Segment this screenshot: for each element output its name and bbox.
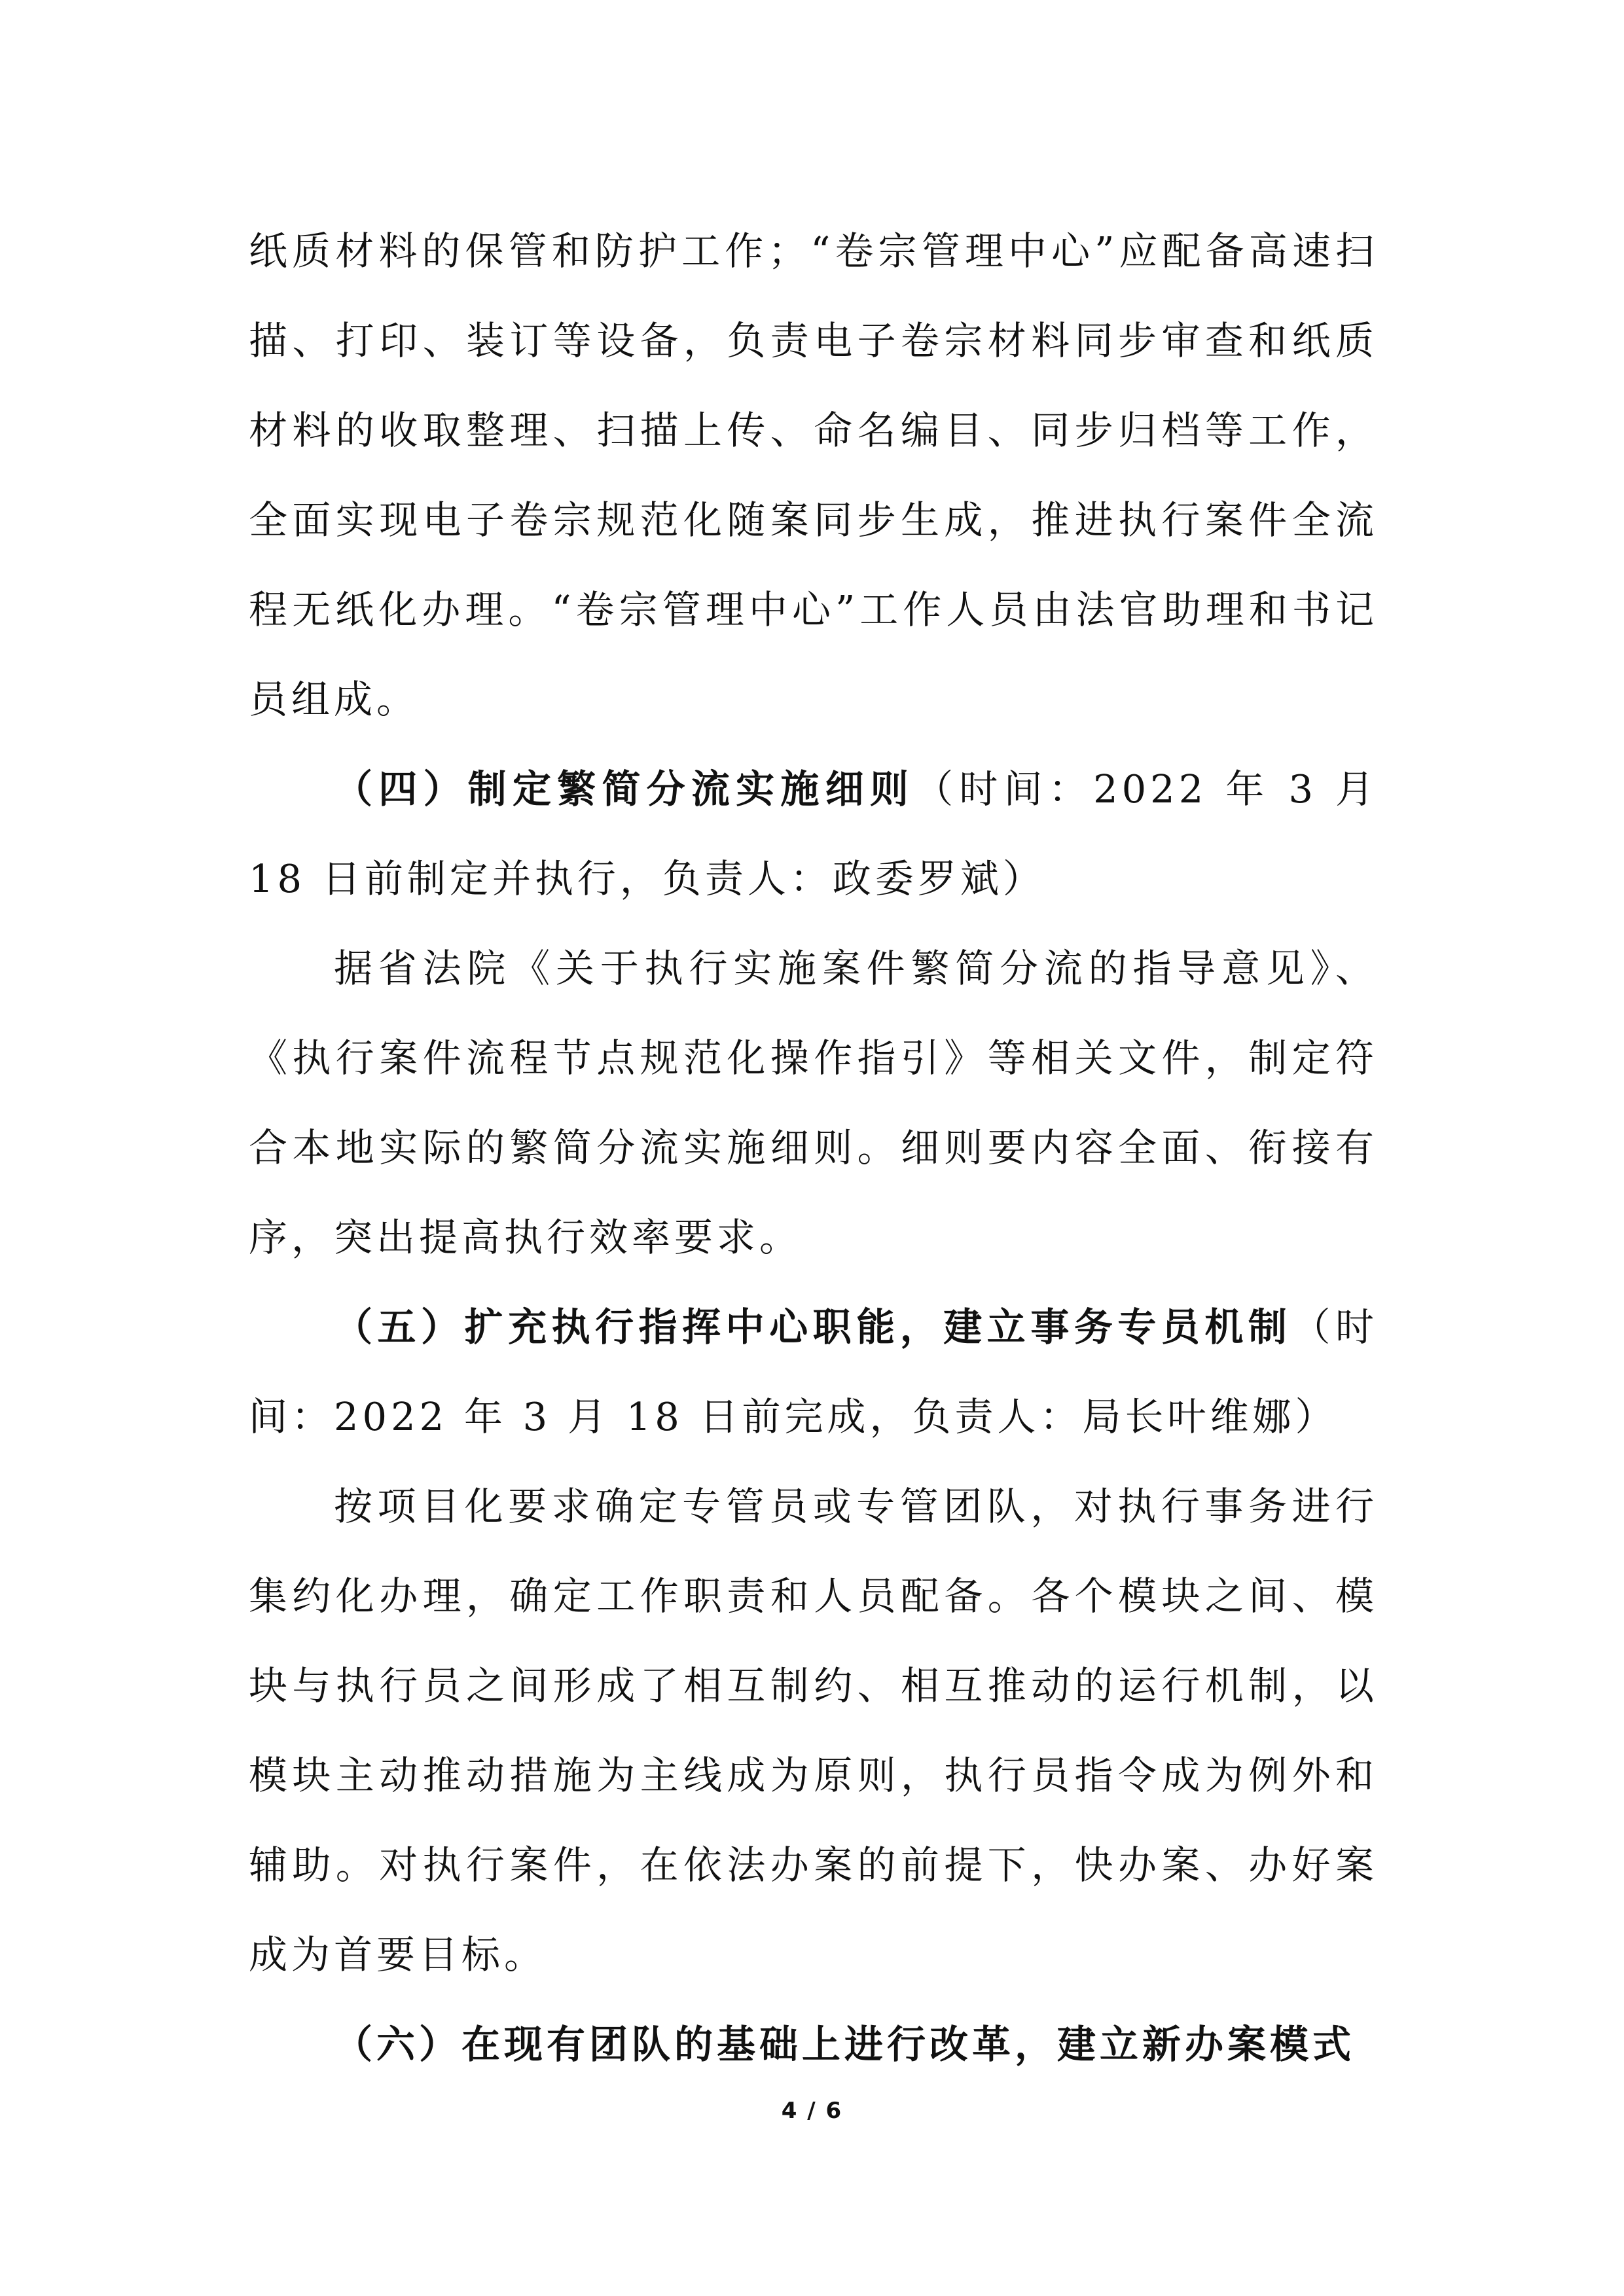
document-body [249,206,1378,2089]
paragraph-text: 纸质材料的保管和防护工作；“卷宗管理中心”应配备高速扫描、打印、装订等设备，负责电子卷宗材料同步审查和纸质材料的收取整理、扫描上传、命名编目、同步归档等工作，全面实现电子卷宗规范化随案同步生成，推进执行案件全流程无纸化办理。“卷宗管理中心”工作人员由法官助理和书记员组成。 [249,228,1378,722]
section-heading-note: （时间：2022 年 3 月 18 日前制定并执行，负责人：政委罗斌） [249,766,1378,901]
page-number: 4 / 6 [781,2098,843,2124]
section-heading-title: （四）制定繁简分流实施细则 [334,766,915,812]
section-heading-6 [249,2000,1378,2089]
section-heading-note: （时间：2022 年 3 月 18 日前完成，负责人：局长叶维娜） [249,1304,1378,1439]
section-heading-5 [249,1282,1378,1462]
paragraph-text: 按项目化要求确定专管员或专管团队，对执行事务进行集约化办理，确定工作职责和人员配备。各个模块之间、模块与执行员之间形成了相互制约、相互推动的运行机制，以模块主动推动措施为主线成为原则，执行员指令成为例外和辅助。对执行案件，在依法办案的前提下，快办案、办好案成为首要目标。 [249,1484,1378,1977]
paragraph-project-management [249,1462,1378,2000]
section-heading-4 [249,744,1378,924]
paragraph-implementation-rules [249,924,1378,1282]
section-heading-title: （六）在现有团队的基础上进行改革，建立新办案模式 [334,2022,1356,2067]
paragraph-continued-archive-center [249,206,1378,744]
paragraph-text: 据省法院《关于执行实施案件繁简分流的指导意见》、《执行案件流程节点规范化操作指引》等相关文件，制定符合本地实际的繁简分流实施细则。细则要内容全面、衔接有序，突出提高执行效率要求。 [249,946,1378,1260]
section-heading-title: （五）扩充执行指挥中心职能，建立事务专员机制 [334,1304,1292,1350]
